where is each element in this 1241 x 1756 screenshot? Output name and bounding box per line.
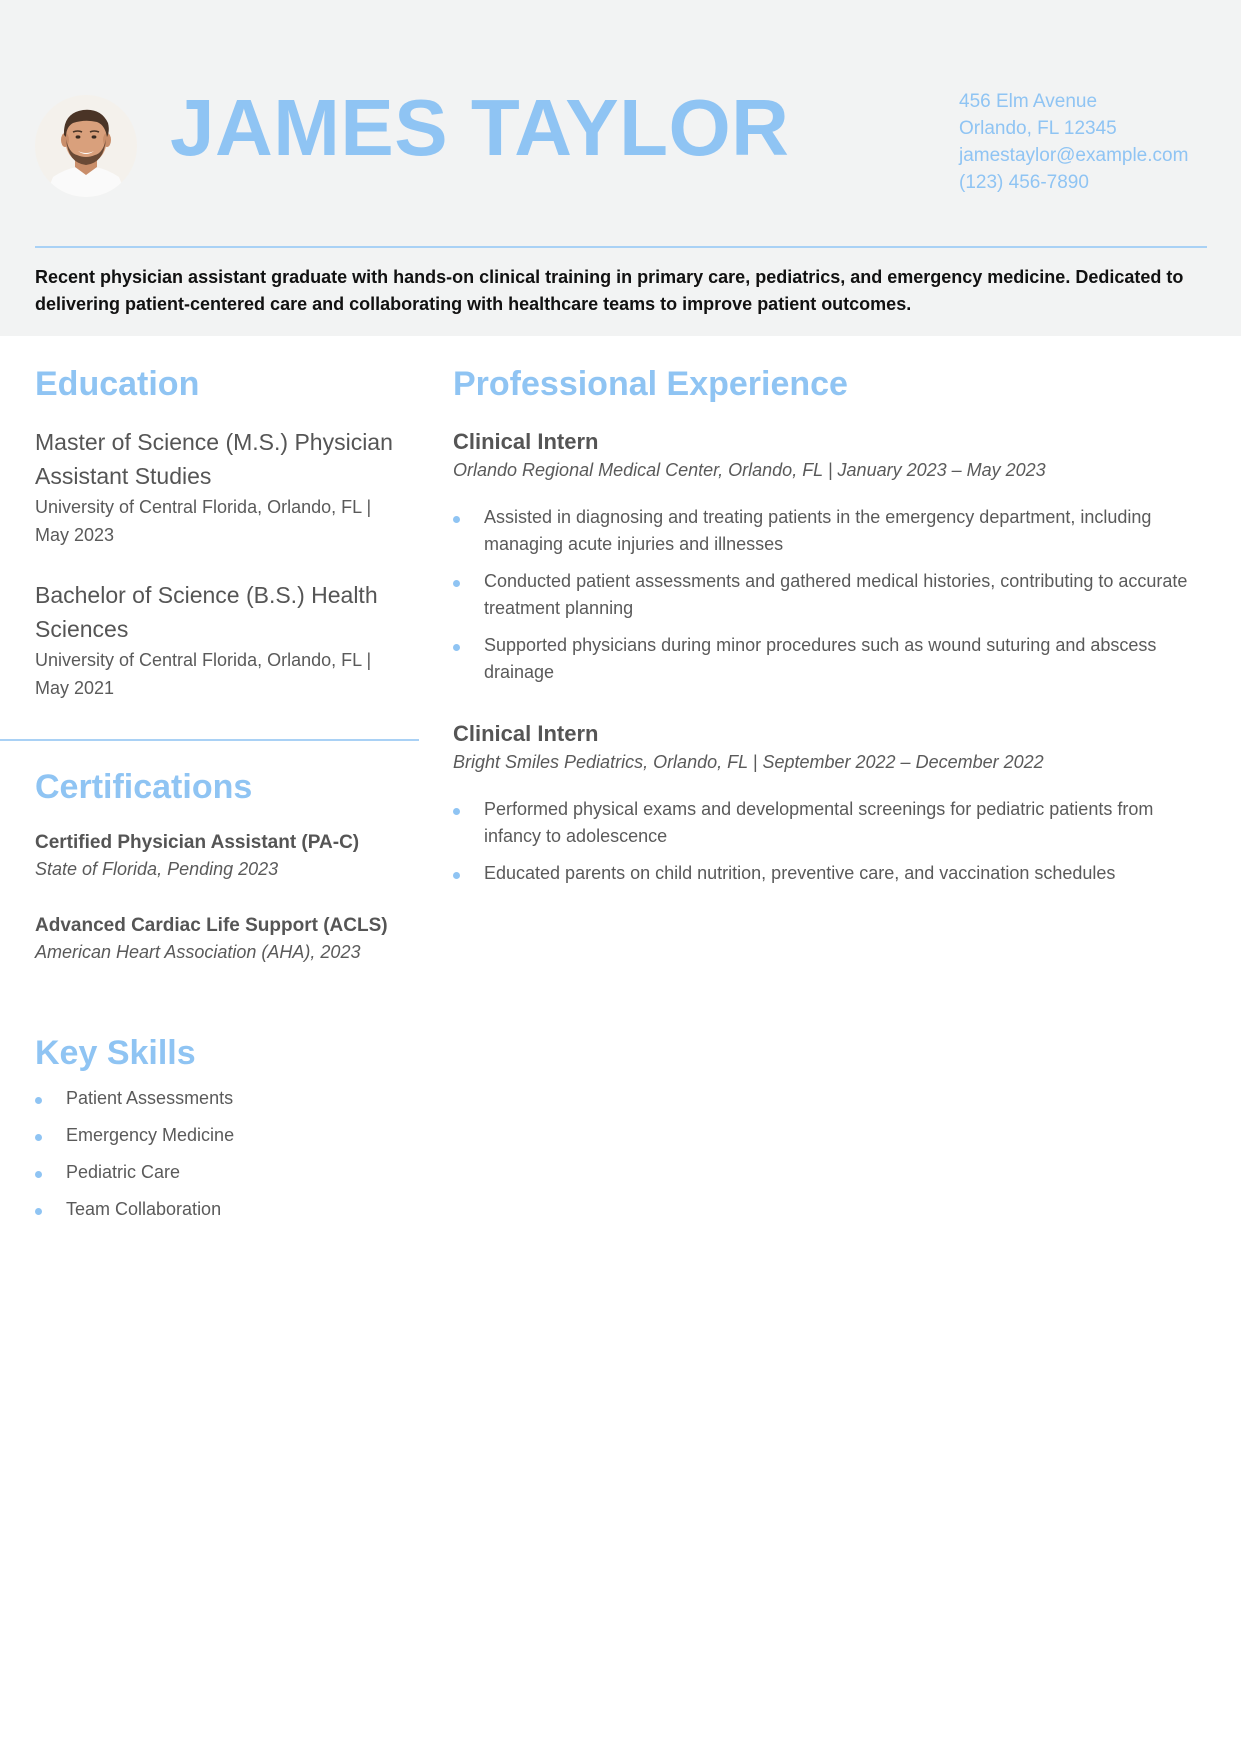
job-meta: Bright Smiles Pediatrics, Orlando, FL | September 2022 – December 2022 xyxy=(453,752,1044,772)
bullet-icon xyxy=(453,516,460,523)
header-divider xyxy=(35,246,1207,248)
contact-block xyxy=(959,88,1188,196)
skill-label: Team Collaboration xyxy=(66,1199,222,1219)
job-meta: Orlando Regional Medical Center, Orlando, FL | January 2023 – May 2023 xyxy=(453,460,1046,480)
job-bullet xyxy=(453,632,1213,686)
contact-phone[interactable]: (123) 456-7890 xyxy=(959,172,1089,193)
education-degree: Master of Science (M.S.) Physician Assistant Studies xyxy=(35,429,393,489)
job-bullet-text: Supported physicians during minor procedures such as wound suturing and abscess drainage xyxy=(484,635,1157,682)
education-school: University of Central Florida, Orlando, FL | May 2023 xyxy=(35,497,372,545)
certification-name: Advanced Cardiac Life Support (ACLS) xyxy=(35,915,388,936)
certification-item xyxy=(35,829,415,883)
job-entry xyxy=(453,427,1213,686)
skills-list xyxy=(35,1085,415,1223)
job-bullet-text: Educated parents on child nutrition, preventive care, and vaccination schedules xyxy=(484,863,1116,883)
education-school: University of Central Florida, Orlando, FL | May 2021 xyxy=(35,650,372,698)
job-entry xyxy=(453,719,1213,887)
job-bullet xyxy=(453,860,1213,887)
education-item xyxy=(35,425,395,549)
skill-item xyxy=(35,1196,415,1223)
job-title: Clinical Intern xyxy=(453,721,599,746)
certification-name: Certified Physician Assistant (PA-C) xyxy=(35,832,360,853)
person-photo-icon xyxy=(35,95,137,197)
job-bullets xyxy=(453,796,1213,887)
certification-item xyxy=(35,912,415,966)
bullet-icon xyxy=(453,644,460,651)
job-bullets xyxy=(453,504,1213,686)
bullet-icon xyxy=(453,808,460,815)
job-bullet-text: Conducted patient assessments and gathered medical histories, contributing to accurate treatment planning xyxy=(484,571,1188,618)
skill-label: Patient Assessments xyxy=(66,1088,234,1108)
certification-detail: American Heart Association (AHA), 2023 xyxy=(35,942,361,962)
skill-label: Emergency Medicine xyxy=(66,1125,235,1145)
certifications-heading: Certifications xyxy=(35,768,253,806)
bullet-icon xyxy=(35,1171,42,1178)
job-bullet xyxy=(453,568,1213,622)
job-bullet xyxy=(453,796,1213,850)
bullet-icon xyxy=(35,1097,42,1104)
education-degree: Bachelor of Science (B.S.) Health Sciences xyxy=(35,582,378,642)
job-bullet-text: Assisted in diagnosing and treating patients in the emergency department, including managing acute injuries and illnesses xyxy=(484,507,1152,554)
candidate-name: JAMES TAYLOR xyxy=(170,83,790,172)
bullet-icon xyxy=(453,580,460,587)
job-title: Clinical Intern xyxy=(453,429,599,454)
experience-heading: Professional Experience xyxy=(453,365,848,403)
job-bullet xyxy=(453,504,1213,558)
profile-photo xyxy=(35,95,137,197)
education-heading: Education xyxy=(35,365,200,403)
bullet-icon xyxy=(35,1208,42,1215)
education-item xyxy=(35,578,395,702)
profile-summary: Recent physician assistant graduate with hands-on clinical training in primary care, pediatrics, and emergency medicine. Dedicated to delivering patient-centered care and collaborating with healthcare teams to improve patient outcomes. xyxy=(35,267,1184,314)
contact-address: 456 Elm Avenue xyxy=(959,91,1098,112)
left-column-divider xyxy=(0,739,419,741)
bullet-icon xyxy=(453,872,460,879)
skill-item xyxy=(35,1085,415,1112)
skill-label: Pediatric Care xyxy=(66,1162,181,1182)
job-bullet-text: Performed physical exams and developmental screenings for pediatric patients from infancy to adolescence xyxy=(484,799,1154,846)
skill-item xyxy=(35,1159,415,1186)
bullet-icon xyxy=(35,1134,42,1141)
contact-city: Orlando, FL 12345 xyxy=(959,118,1117,139)
skill-item xyxy=(35,1122,415,1149)
contact-email[interactable]: jamestaylor@example.com xyxy=(959,145,1189,166)
certification-detail: State of Florida, Pending 2023 xyxy=(35,859,279,879)
resume-header xyxy=(0,0,1241,336)
skills-heading: Key Skills xyxy=(35,1034,196,1072)
